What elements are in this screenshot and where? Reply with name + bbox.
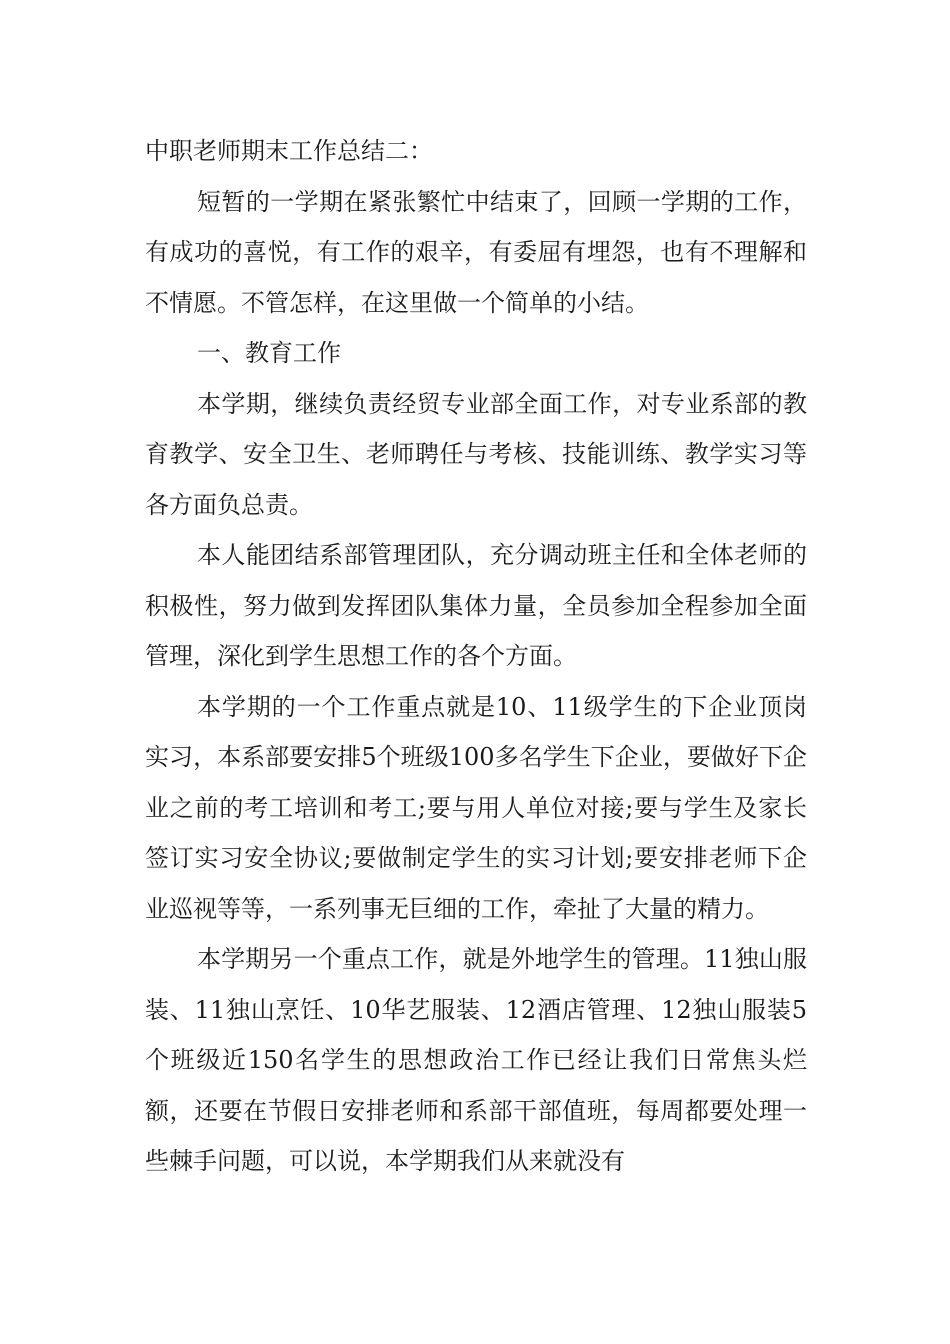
section-heading-education: 一、教育工作 xyxy=(197,339,341,367)
paragraph-responsibility: 本学期，继续负责经贸专业部全面工作，对专业系部的教育教学、安全卫生、老师聘任与考核、技能训练、教学实习等各方面负总责。 xyxy=(145,389,807,519)
paragraph-student-management: 本学期另一个重点工作，就是外地学生的管理。11独山服装、11独山烹饪、10华艺服装、12酒店管理、12独山服装5个班级近150名学生的思想政治工作已经让我们日常焦头烂额，还要在节假日安排老师和系部干部值班，每周都要处理一些棘手问题，可以说，本学期我们从来就没有 xyxy=(145,945,807,1175)
document-title: 中职老师期末工作总结二： xyxy=(145,137,433,165)
paragraph-intro: 短暂的一学期在紧张繁忙中结束了，回顾一学期的工作，有成功的喜悦，有工作的艰辛，有委屈有埋怨，也有不理解和不情愿。不管怎样，在这里做一个简单的小结。 xyxy=(145,187,807,317)
document-body xyxy=(145,126,807,1187)
paragraph-internship: 本学期的一个工作重点就是10、11级学生的下企业顶岗实习，本系部要安排5个班级100多名学生下企业，要做好下企业之前的考工培训和考工;要与用人单位对接;要与学生及家长签订实习安全协议;要做制定学生的实习计划;要安排老师下企业巡视等等，一系列事无巨细的工作，牵扯了大量的精力。 xyxy=(145,692,807,923)
paragraph-teamwork: 本人能团结系部管理团队，充分调动班主任和全体老师的积极性，努力做到发挥团队集体力量，全员参加全程参加全面管理，深化到学生思想工作的各个方面。 xyxy=(145,541,807,670)
